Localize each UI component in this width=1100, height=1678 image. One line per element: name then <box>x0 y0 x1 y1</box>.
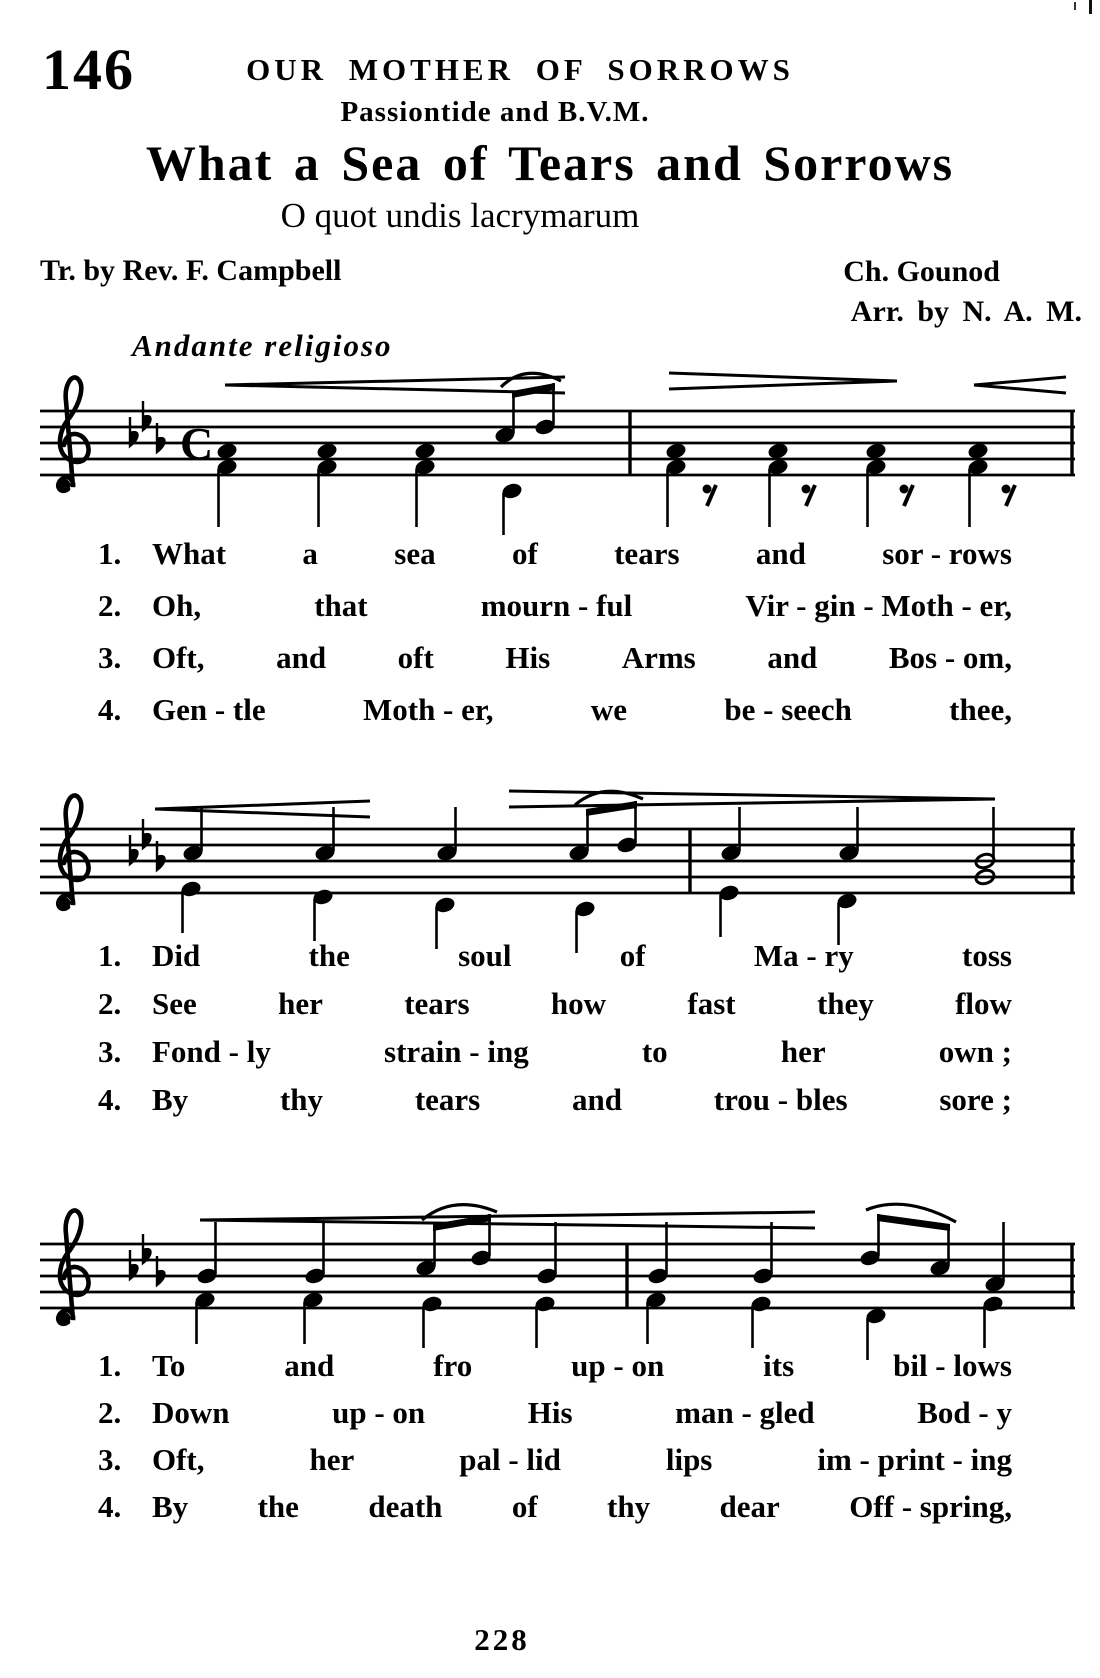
lyric-word: sea <box>394 536 436 571</box>
lyric-words <box>152 588 1012 624</box>
lyric-word: and <box>572 1082 622 1117</box>
lyric-word: a <box>302 536 318 571</box>
lyric-line <box>0 1395 1100 1442</box>
lyric-word: im - print - ing <box>817 1442 1012 1477</box>
lyric-word: and <box>767 640 818 675</box>
lyric-line <box>0 1034 1100 1082</box>
verse-block-2 <box>0 938 1100 1130</box>
credits-block <box>843 252 1082 332</box>
lyric-word: Off - spring, <box>849 1489 1012 1524</box>
beamed-eighth-notes <box>568 791 643 862</box>
lyric-words <box>152 986 1012 1022</box>
lyric-words <box>152 1034 1012 1070</box>
lyric-line <box>0 536 1100 588</box>
lyric-word: Gen - tle <box>152 692 266 727</box>
lyric-word: Ma - ry <box>753 938 854 973</box>
lyric-word: be - seech <box>724 692 852 727</box>
lyric-word: own ; <box>938 1034 1012 1069</box>
hymn-title: What a Sea of Tears and Sorrows <box>145 135 955 191</box>
lyric-word: tears <box>404 986 470 1021</box>
line-number: 2. <box>98 986 122 1021</box>
line-number: 4. <box>98 692 122 727</box>
lyric-line <box>0 1489 1100 1536</box>
line-number: 4. <box>98 1489 122 1524</box>
eighth-rest-icon <box>1002 485 1016 507</box>
line-number: 1. <box>98 938 122 973</box>
lyric-word: His <box>527 1395 573 1430</box>
crescendo-hairpin <box>155 801 370 817</box>
lyric-word: sor - rows <box>882 536 1012 571</box>
feast-title: OUR MOTHER OF SORROWS <box>246 52 794 87</box>
lyric-word: Fond - ly <box>152 1034 271 1069</box>
lyric-line <box>0 986 1100 1034</box>
lyric-word: His <box>505 640 551 675</box>
lyric-line <box>0 938 1100 986</box>
lyric-line <box>0 588 1100 640</box>
lyric-line <box>0 692 1100 744</box>
lyric-word: By <box>152 1082 189 1117</box>
notes <box>196 1222 1005 1293</box>
lyric-word: Bod - y <box>917 1395 1012 1430</box>
lyric-word: pal - lid <box>459 1442 561 1477</box>
beamed-eighth-notes <box>494 373 561 444</box>
line-number: 3. <box>98 640 122 675</box>
lyric-word: mourn - ful <box>480 588 633 623</box>
line-number: 3. <box>98 1442 122 1477</box>
tempo-marking: Andante religioso <box>132 328 393 363</box>
lyric-word: Oft, <box>152 1442 205 1477</box>
lyric-word: and <box>276 640 327 675</box>
lyric-word: of <box>619 938 646 973</box>
lyric-word: strain - ing <box>384 1034 529 1069</box>
lyric-word: tears <box>614 536 680 571</box>
music-staff-1 <box>40 357 1080 552</box>
lyric-word: of <box>511 536 538 571</box>
lyric-word: What <box>152 536 227 571</box>
scan-artifact <box>1074 2 1076 10</box>
lyric-word: lips <box>665 1442 713 1477</box>
lyric-word: soul <box>458 938 512 973</box>
eighth-rest-icon <box>900 485 914 507</box>
line-number: 1. <box>98 536 122 571</box>
crescendo-hairpin <box>974 377 1066 393</box>
lyric-word: Vir - gin - Moth - er, <box>745 588 1012 623</box>
lyric-word: Bos - om, <box>888 640 1012 675</box>
lyric-word: the <box>308 938 350 973</box>
lyric-line <box>0 640 1100 692</box>
lyric-word: her <box>780 1034 826 1069</box>
lyric-word: fast <box>687 986 736 1021</box>
verse-block-3 <box>0 1348 1100 1536</box>
lyric-word: bil - lows <box>893 1348 1012 1383</box>
lyric-word: Down <box>152 1395 230 1430</box>
hymn-number: 146 <box>42 37 135 102</box>
latin-title: O quot undis lacrymarum <box>280 196 640 235</box>
lyric-word: up - on <box>332 1395 426 1430</box>
line-number: 2. <box>98 588 122 623</box>
eighth-rest-icon <box>703 485 717 507</box>
lyric-word: and <box>755 536 806 571</box>
lyric-line <box>0 1348 1100 1395</box>
scan-artifact <box>1089 0 1092 14</box>
lyric-word: how <box>550 986 607 1021</box>
lyric-word: tears <box>414 1082 481 1117</box>
lyric-word: toss <box>962 938 1012 973</box>
lyric-word: dear <box>719 1489 780 1524</box>
lyric-word: its <box>763 1348 795 1383</box>
time-signature: C <box>180 418 214 469</box>
lyric-words <box>152 536 1012 572</box>
lyric-word: Moth - er, <box>362 692 494 727</box>
lyric-word: Oft, <box>152 640 205 675</box>
lyric-word: of <box>511 1489 538 1524</box>
translator-credit: Tr. by Rev. F. Campbell <box>40 254 342 287</box>
lyric-words <box>152 1395 1012 1431</box>
lyric-word: the <box>257 1489 299 1524</box>
lyric-words <box>152 640 1012 676</box>
crescendo-hairpin <box>200 1212 815 1228</box>
lyric-word: man - gled <box>675 1395 815 1430</box>
lyric-line <box>0 1082 1100 1130</box>
eighth-rest-icon <box>802 485 816 507</box>
season-label: Passiontide and B.V.M. <box>340 96 650 128</box>
lyric-word: to <box>641 1034 668 1069</box>
page-number-footer: 228 <box>474 1622 530 1657</box>
lyric-word: death <box>368 1489 443 1524</box>
lyric-word: oft <box>397 640 434 675</box>
decrescendo-hairpin <box>669 373 897 389</box>
line-number: 4. <box>98 1082 122 1117</box>
lyric-word: her <box>278 986 323 1021</box>
lyric-word: See <box>152 986 197 1021</box>
lyric-word: up - on <box>571 1348 665 1383</box>
lyric-words <box>152 1442 1012 1478</box>
composer-credit: Ch. Gounod <box>843 255 1000 288</box>
lyric-word: we <box>590 692 628 727</box>
line-number: 1. <box>98 1348 122 1383</box>
lyric-word: sore ; <box>939 1082 1012 1117</box>
lyric-words <box>152 1082 1012 1118</box>
lyric-word: By <box>152 1489 189 1524</box>
lyric-line <box>0 1442 1100 1489</box>
verse-block-1 <box>0 536 1100 744</box>
lyric-word: Oh, <box>152 588 202 623</box>
arranger-credit: Arr. by N. A. M. <box>850 295 1082 328</box>
lyric-word: To <box>152 1348 186 1383</box>
lyric-words <box>152 692 1012 728</box>
lyric-words <box>152 1348 1012 1384</box>
beamed-eighth-notes <box>859 1204 956 1277</box>
lyric-word: thy <box>279 1082 324 1117</box>
lyric-word: flow <box>955 986 1012 1021</box>
lower-voice-notes <box>501 482 522 535</box>
lyric-word: and <box>284 1348 335 1383</box>
lyric-word: they <box>816 986 874 1021</box>
lyric-word: her <box>309 1442 355 1477</box>
lyric-word: thy <box>607 1489 651 1524</box>
lyric-word: Arms <box>621 640 696 675</box>
line-number: 3. <box>98 1034 122 1069</box>
lyric-word: Did <box>152 938 201 973</box>
lyric-words <box>152 1489 1012 1525</box>
notes <box>216 442 988 527</box>
lyric-word: that <box>314 588 368 623</box>
line-number: 2. <box>98 1395 122 1430</box>
lyric-word: trou - bles <box>713 1082 848 1117</box>
crescendo-hairpin <box>225 377 565 393</box>
staff-lines <box>40 1244 1075 1308</box>
lyric-words <box>152 938 1012 974</box>
lyric-word: thee, <box>949 692 1012 727</box>
notes <box>182 807 995 886</box>
lyric-word: fro <box>433 1348 473 1383</box>
